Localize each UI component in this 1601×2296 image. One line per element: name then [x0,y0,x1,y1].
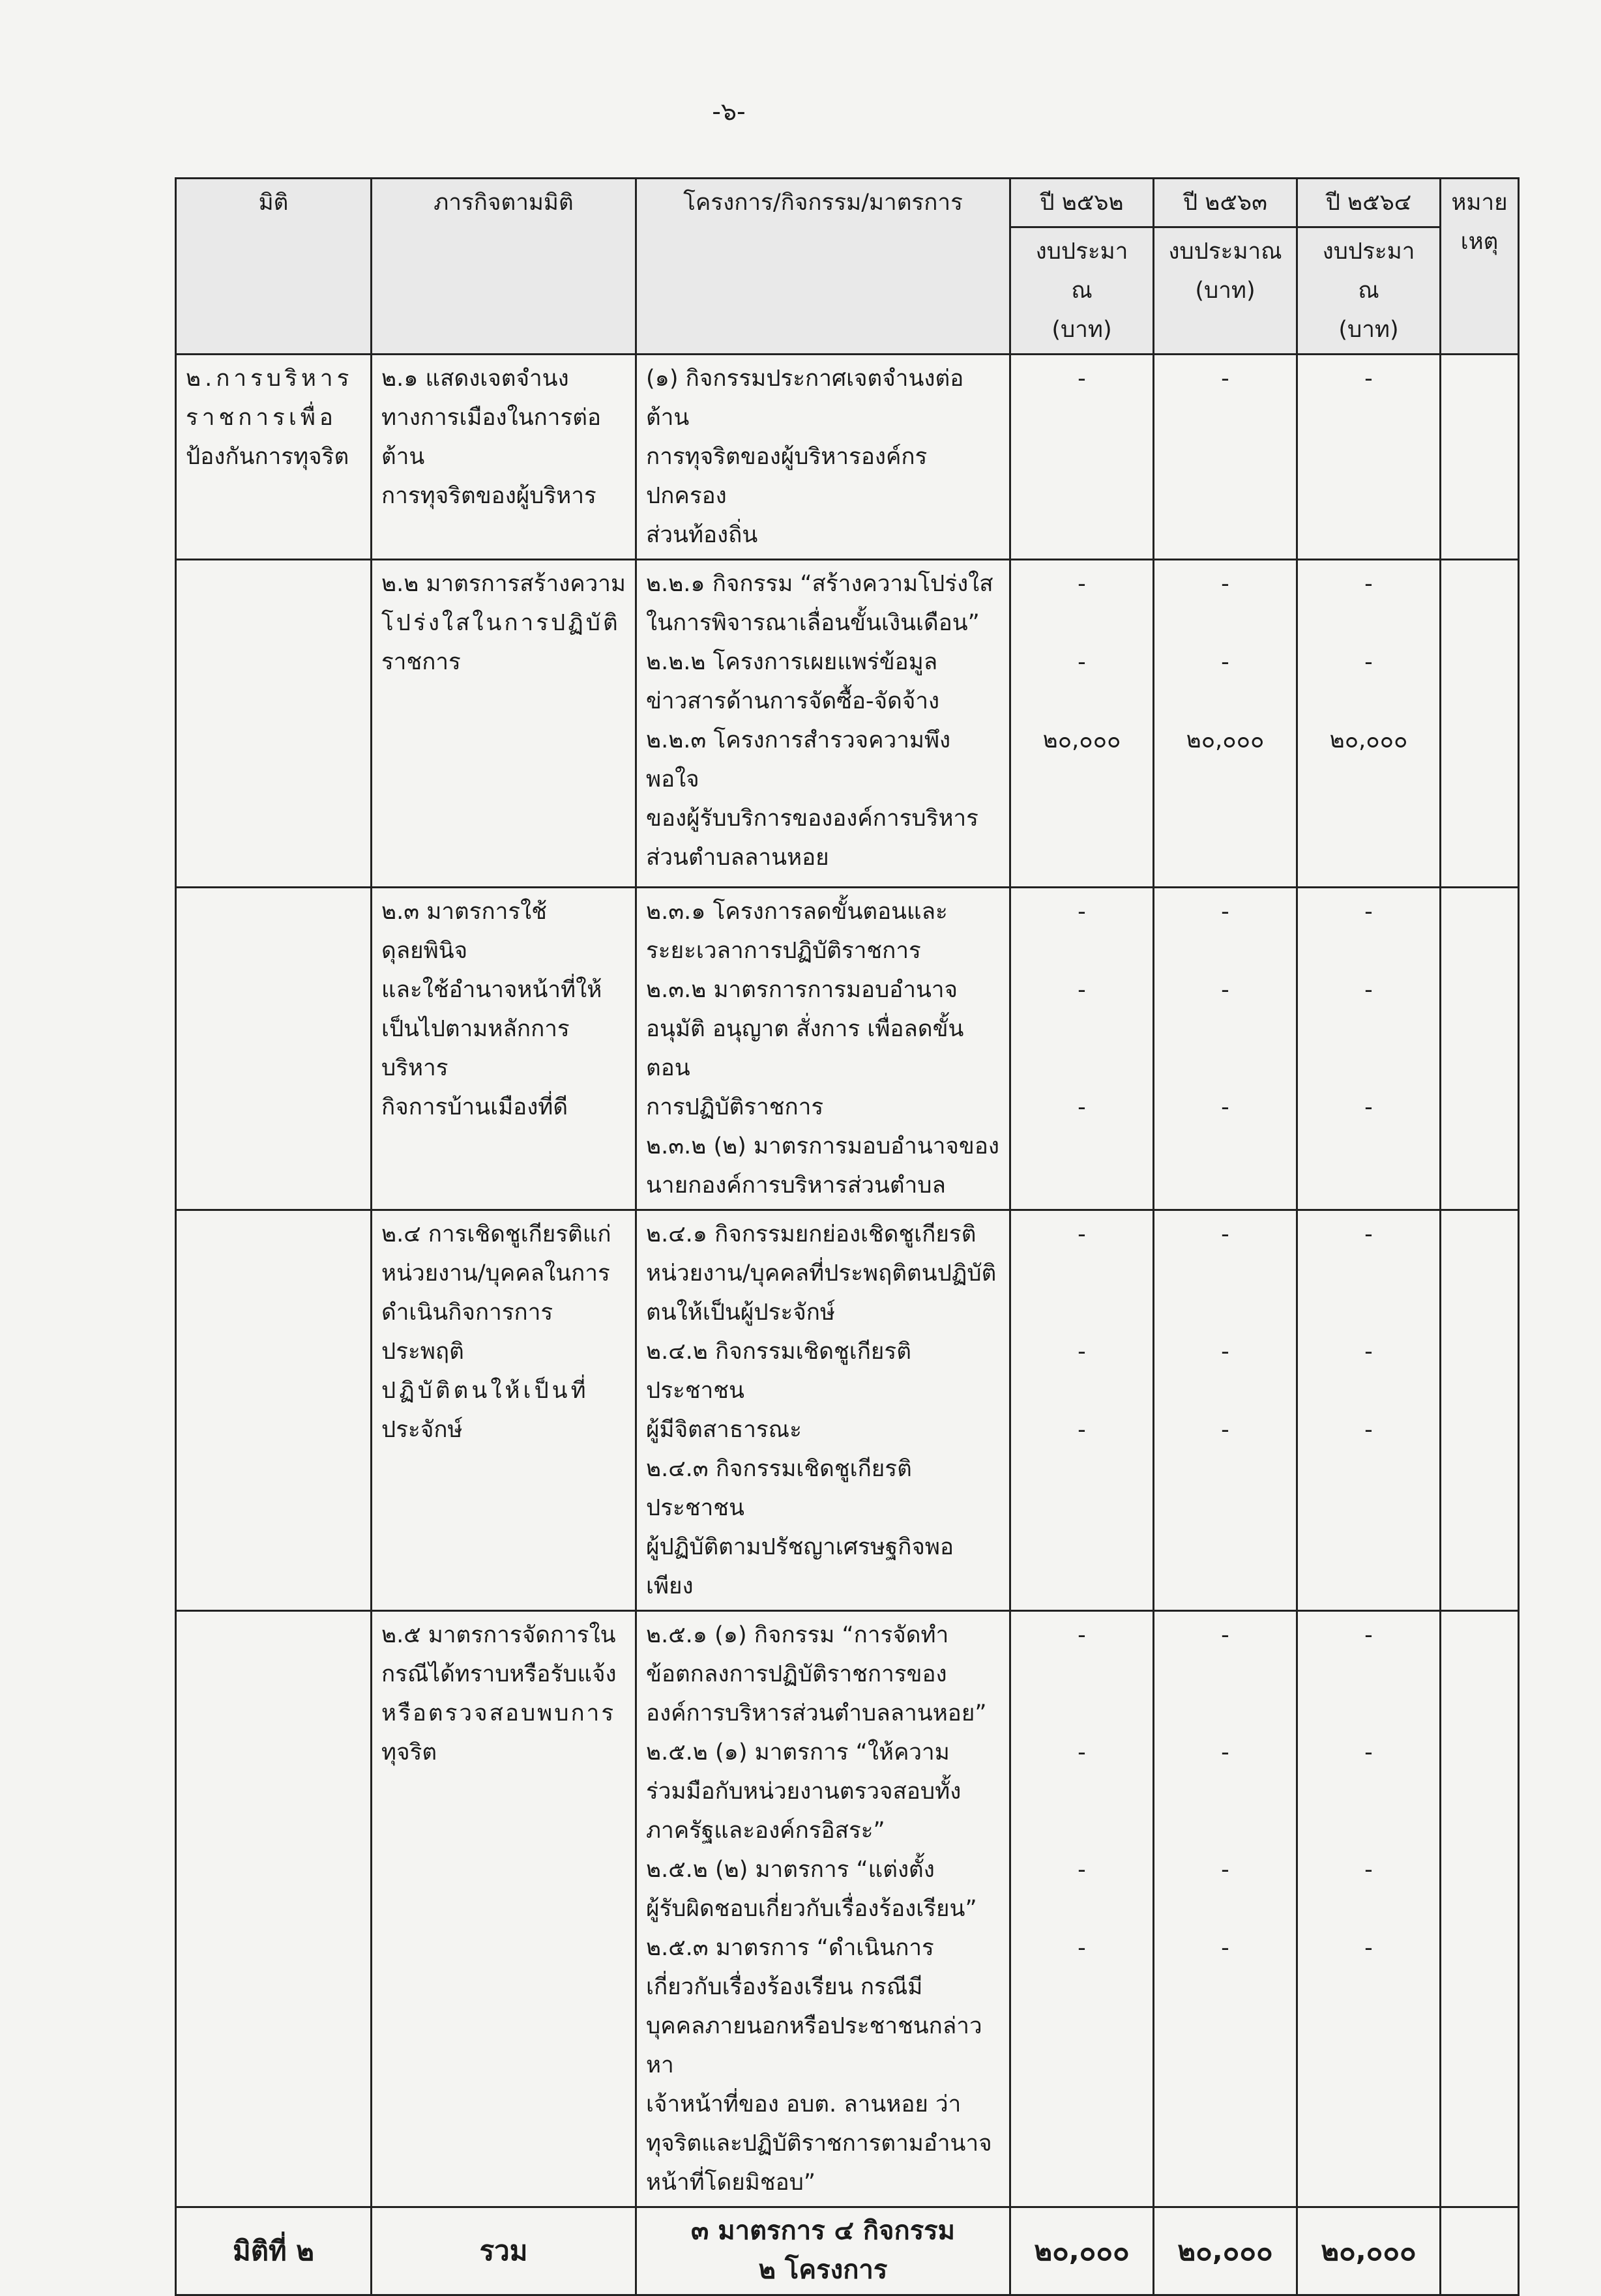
project-line: ผู้มีจิตสาธารณะ [646,1417,802,1443]
budget-value: - [1364,977,1373,1003]
mission-line: ทางการเมืองในการต่อต้าน [381,405,602,470]
budget-value: - [1364,1221,1373,1247]
total-budget-2563: ๒๐,๐๐๐ [1154,2207,1297,2295]
project-line: การทุจริตของผู้บริหารองค์กรปกครอง [646,444,928,509]
project-line: ของผู้รับบริการขององค์การบริหาร [646,806,978,832]
total-dimension: มิติที่ ๒ [176,2207,372,2295]
project-line: ส่วนท้องถิ่น [646,522,758,548]
section-row-2-2 [176,560,1519,888]
project-line: ผู้ปฏิบัติตามปรัชญาเศรษฐกิจพอเพียง [646,1534,954,1599]
budget-value: - [1221,1221,1229,1247]
budget-2564-cell [1297,888,1441,1210]
budget-value: - [1364,1417,1373,1443]
total-budget-2564: ๒๐,๐๐๐ [1297,2207,1441,2295]
budget-value: - [1078,1221,1086,1247]
budget-value: - [1364,1857,1373,1883]
project-line: การปฏิบัติราชการ [646,1094,824,1120]
dimension-line: ๒.การบริหาร [186,366,353,392]
mission-line: ประจักษ์ [381,1417,463,1443]
header-remarks [1441,179,1519,355]
budget-2563-cell [1154,888,1297,1210]
project-line: ๒.๔.๒ กิจกรรมเชิดชูเกียรติประชาชน [646,1339,911,1404]
remarks-cell [1441,1611,1519,2207]
header-budget-line: (บาท) [1338,317,1399,343]
budget-value: - [1364,366,1373,392]
projects-cell [636,1210,1010,1611]
project-line: ๒.๕.๓ มาตรการ “ดำเนินการ [646,1935,934,1961]
budget-2562-cell [1010,888,1154,1210]
project-line: ๒.๒.๓ โครงการสำรวจความพึงพอใจ [646,727,951,792]
header-year-2562: ปี ๒๕๖๒ [1010,179,1154,227]
budget-2563-cell [1154,1210,1297,1611]
mission-line: ๒.๒ มาตรการสร้างความ [381,571,626,597]
budget-value: - [1221,1857,1229,1883]
project-line: ๒.๒.๑ กิจกรรม “สร้างความโปร่งใส [646,571,993,597]
header-projects: โครงการ/กิจกรรม/มาตรการ [636,179,1010,355]
budget-value: - [1364,1935,1373,1961]
projects-cell [636,888,1010,1210]
mission-line: ทุจริต [381,1739,437,1766]
header-budget-line: งบประมาณ [1168,239,1282,265]
mission-line: กรณีได้ทราบหรือรับแจ้ง [381,1661,617,1687]
mission-cell [372,560,636,888]
budget-2564-cell [1297,560,1441,888]
total-program-line: ๓ มาตรการ ๔ กิจกรรม [690,2216,956,2246]
budget-value: - [1078,1622,1086,1648]
project-line: ร่วมมือกับหน่วยงานตรวจสอบทั้ง [646,1779,962,1805]
project-line: ๒.๓.๒ มาตรการการมอบอำนาจ [646,977,958,1003]
budget-value: - [1078,1417,1086,1443]
project-line: ตนให้เป็นผู้ประจักษ์ [646,1300,836,1326]
header-budget-line: (บาท) [1051,317,1112,343]
budget-2562-cell [1010,1611,1154,2207]
project-line: หน่วยงาน/บุคคลที่ประพฤติตนปฏิบัติ [646,1260,997,1286]
section-row-2-1 [176,355,1519,560]
budget-value: ๒๐,๐๐๐ [1186,727,1265,753]
budget-value: - [1221,1094,1229,1120]
budget-value: - [1078,366,1086,392]
remarks-cell [1441,560,1519,888]
budget-value: - [1221,1622,1229,1648]
budget-value: - [1364,1094,1373,1120]
budget-2563-cell [1154,1611,1297,2207]
project-line: เกี่ยวกับเรื่องร้องเรียน กรณีมี [646,1974,923,2000]
project-line: ภาครัฐและองค์กรอิสระ” [646,1818,885,1844]
project-line: องค์การบริหารส่วนตำบลลานหอย” [646,1700,987,1726]
mission-line: หรือตรวจสอบพบการ [381,1700,616,1726]
budget-2562-cell [1010,1210,1154,1611]
budget-value: - [1078,1739,1086,1766]
budget-2564-cell [1297,1611,1441,2207]
mission-line: ดำเนินกิจการการประพฤติ [381,1300,553,1365]
dimension-cell [176,1611,372,2207]
budget-value: - [1364,899,1373,925]
project-line: ในการพิจารณาเลื่อนขั้นเงินเดือน” [646,610,980,636]
budget-value: - [1221,366,1229,392]
mission-cell [372,1210,636,1611]
budget-2564-cell [1297,355,1441,560]
budget-value: - [1364,571,1373,597]
budget-value: - [1078,1935,1086,1961]
remarks-cell [1441,888,1519,1210]
header-budget-line: งบประมา [1035,239,1128,265]
mission-cell [372,1611,636,2207]
project-line: ๒.๕.๒ (๑) มาตรการ “ให้ความ [646,1739,950,1766]
mission-line: เป็นไปตามหลักการบริหาร [381,1016,570,1081]
project-line: ๒.๓.๑ โครงการลดขั้นตอนและ [646,899,948,925]
budget-value: - [1221,899,1229,925]
budget-value: - [1221,571,1229,597]
project-line: ส่วนตำบลลานหอย [646,845,829,871]
projects-cell [636,1611,1010,2207]
budget-value: - [1221,1739,1229,1766]
project-line: ๒.๔.๓ กิจกรรมเชิดชูเกียรติประชาชน [646,1456,912,1521]
mission-line: ราชการ [381,649,461,675]
header-year-2564: ปี ๒๕๖๔ [1297,179,1441,227]
mission-cell [372,355,636,560]
projects-cell [636,560,1010,888]
header-mission: ภารกิจตามมิติ [372,179,636,355]
project-line: ระยะเวลาการปฏิบัติราชการ [646,938,921,964]
mission-line: และใช้อำนาจหน้าที่ให้ [381,977,602,1003]
mission-line: ปฏิบัติตนให้เป็นที่ [381,1378,589,1404]
project-line: เจ้าหน้าที่ของ อบต. ลานหอย ว่า [646,2091,962,2117]
budget-value: ๒๐,๐๐๐ [1329,727,1408,753]
budget-plan-table [175,177,1520,2296]
total-row [176,2207,1519,2295]
project-line: ๒.๔.๑ กิจกรรมยกย่องเชิดชูเกียรติ [646,1221,977,1247]
header-budget-line: งบประมา [1322,239,1415,265]
project-line: หน้าที่โดยมิชอบ” [646,2170,815,2196]
total-program [636,2207,1010,2295]
total-label: รวม [372,2207,636,2295]
header-budget-2562 [1010,227,1154,355]
dimension-cell [176,1210,372,1611]
budget-value: - [1221,977,1229,1003]
section-row-2-3 [176,888,1519,1210]
project-line: นายกองค์การบริหารส่วนตำบล [646,1172,946,1199]
budget-value: - [1078,1094,1086,1120]
section-row-2-4 [176,1210,1519,1611]
budget-value: - [1221,1935,1229,1961]
project-line: ทุจริตและปฏิบัติราชการตามอำนาจ [646,2130,992,2157]
budget-value: ๒๐,๐๐๐ [1042,727,1121,753]
remarks-cell [1441,1210,1519,1611]
header-year-2563: ปี ๒๕๖๓ [1154,179,1297,227]
budget-value: - [1221,1417,1229,1443]
project-line: ข้อตกลงการปฏิบัติราชการของ [646,1661,947,1687]
project-line: ๒.๕.๑ (๑) กิจกรรม “การจัดทำ [646,1622,949,1648]
total-budget-2562: ๒๐,๐๐๐ [1010,2207,1154,2295]
mission-line: การทุจริตของผู้บริหาร [381,483,596,509]
mission-line: ๒.๔ การเชิดชูเกียรติแก่ [381,1221,611,1247]
budget-2562-cell [1010,355,1154,560]
header-dimension: มิติ [176,179,372,355]
header-budget-2564 [1297,227,1441,355]
projects-cell [636,355,1010,560]
mission-line: ๒.๓ มาตรการใช้ดุลยพินิจ [381,899,547,964]
header-remarks-line: หมาย [1451,190,1508,216]
project-line: ผู้รับผิดชอบเกี่ยวกับเรื่องร้องเรียน” [646,1896,977,1922]
mission-line: โปร่งใสในการปฏิบัติ [381,610,621,636]
budget-value: - [1221,649,1229,675]
dimension-cell [176,355,372,560]
header-budget-line: ณ [1358,278,1379,304]
project-line: ๒.๒.๒ โครงการเผยแพร่ข้อมูล [646,649,938,675]
project-line: อนุมัติ อนุญาต สั่งการ เพื่อลดขั้นตอน [646,1016,964,1081]
project-line: ๒.๕.๒ (๒) มาตรการ “แต่งตั้ง [646,1857,935,1883]
budget-2564-cell [1297,1210,1441,1611]
budget-value: - [1364,1622,1373,1648]
dimension-cell [176,888,372,1210]
mission-line: กิจการบ้านเมืองที่ดี [381,1094,568,1120]
budget-2563-cell [1154,560,1297,888]
header-row-years [176,179,1519,227]
budget-value: - [1364,1339,1373,1365]
budget-value: - [1078,899,1086,925]
mission-line: หน่วยงาน/บุคคลในการ [381,1260,610,1286]
project-line: (๑) กิจกรรมประกาศเจตจำนงต่อต้าน [646,366,964,431]
budget-value: - [1364,1739,1373,1766]
budget-value: - [1078,977,1086,1003]
budget-2563-cell [1154,355,1297,560]
mission-cell [372,888,636,1210]
project-line: บุคคลภายนอกหรือประชาชนกล่าวหา [646,2013,982,2078]
total-remarks [1441,2207,1519,2295]
budget-value: - [1364,649,1373,675]
mission-line: ๒.๑ แสดงเจตจำนง [381,366,569,392]
mission-line: ๒.๕ มาตรการจัดการใน [381,1622,616,1648]
project-line: ข่าวสารด้านการจัดซื้อ-จัดจ้าง [646,688,940,714]
header-remarks-line: เหตุ [1460,229,1499,255]
dimension-line: ป้องกันการทุจริต [186,444,349,470]
total-program-line: ๒ โครงการ [758,2255,888,2285]
budget-value: - [1078,571,1086,597]
budget-value: - [1078,649,1086,675]
dimension-line: ราชการเพื่อ [186,405,337,431]
project-line: ๒.๓.๒ (๒) มาตรการมอบอำนาจของ [646,1133,999,1159]
section-row-2-5 [176,1611,1519,2207]
page-number: -๖- [712,97,746,126]
remarks-cell [1441,355,1519,560]
budget-value: - [1078,1339,1086,1365]
budget-2562-cell [1010,560,1154,888]
header-budget-line: ณ [1071,278,1093,304]
header-budget-2563 [1154,227,1297,355]
dimension-cell [176,560,372,888]
header-budget-line: (บาท) [1195,278,1256,304]
budget-value: - [1078,1857,1086,1883]
budget-value: - [1221,1339,1229,1365]
